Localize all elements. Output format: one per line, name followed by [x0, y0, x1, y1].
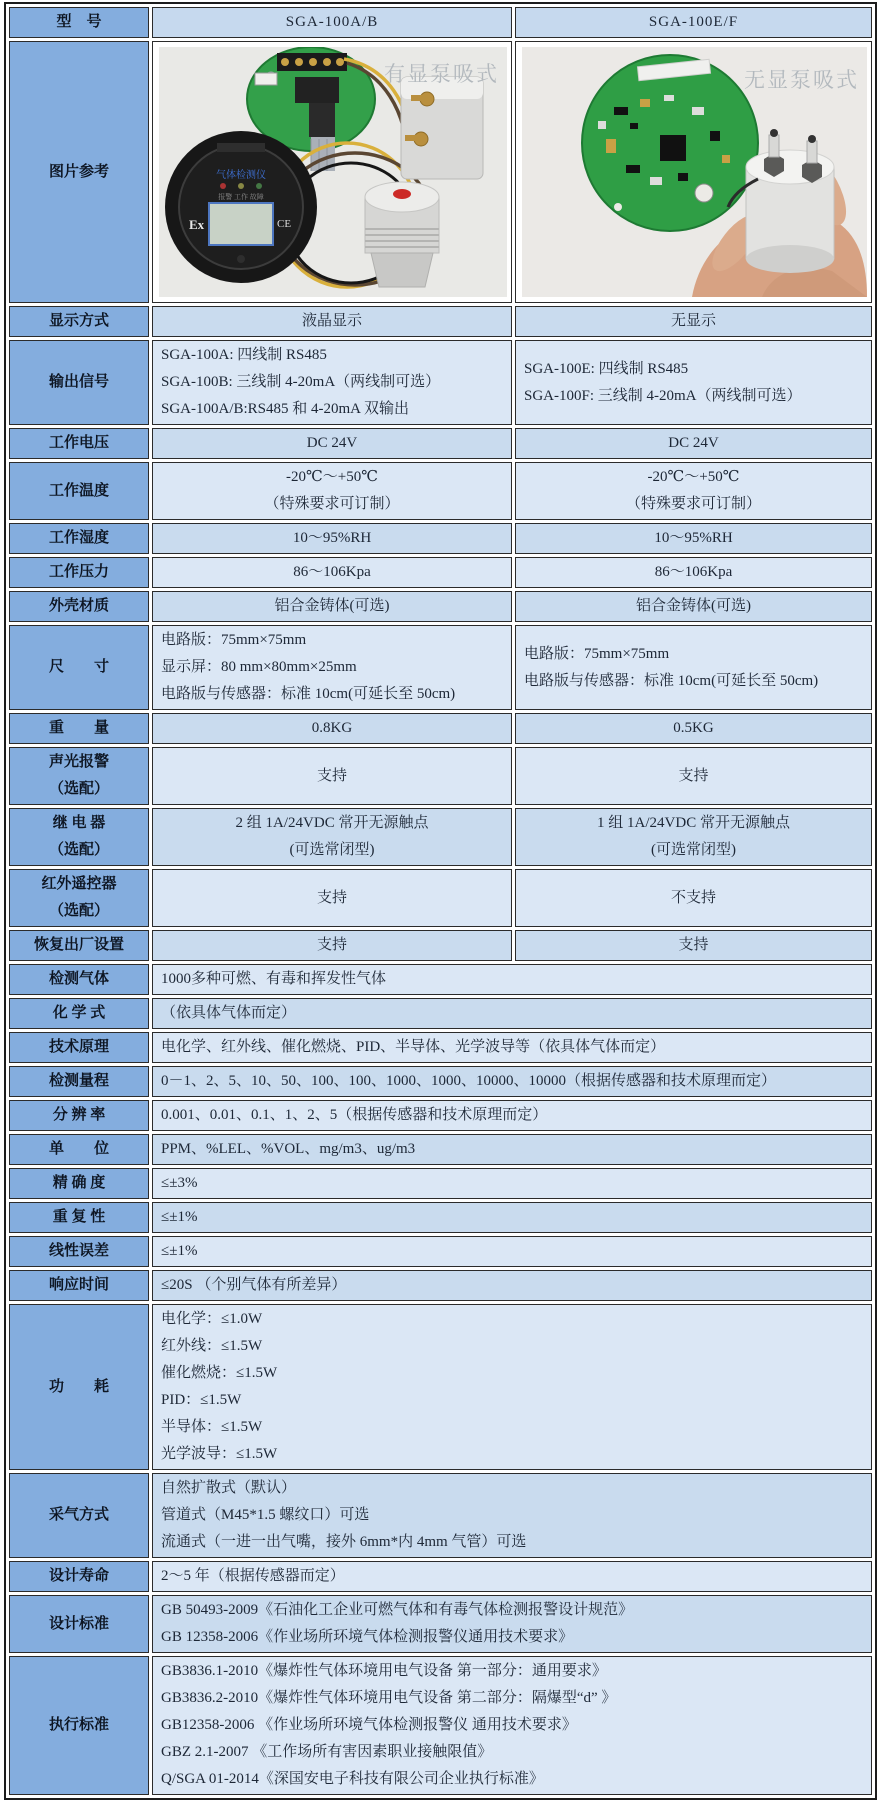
cell-line: ≤±3% [161, 1175, 198, 1191]
spec-row [9, 591, 872, 622]
cell-line: （选配） [48, 903, 109, 919]
model-left-header: SGA-100A/B [152, 7, 512, 38]
cell-line: 工作压力 [48, 564, 109, 580]
cell-line: -20℃～+50℃ [647, 469, 740, 485]
cell-line: 重 量 [48, 720, 109, 736]
spec-row [9, 340, 872, 425]
spec-row [9, 1134, 872, 1165]
cell-line: 单 位 [48, 1141, 109, 1157]
spec-row [9, 1595, 872, 1653]
cell-line: 设计寿命 [48, 1568, 109, 1584]
cell-line: 支持 [678, 937, 709, 953]
row-label [9, 713, 149, 744]
cell-line: 执行标准 [48, 1717, 109, 1733]
row-label [9, 1304, 149, 1470]
row-value [515, 713, 872, 744]
row-label [9, 306, 149, 337]
model-right-header: SGA-100E/F [515, 7, 872, 38]
cell-line: 10～95%RH [654, 530, 733, 546]
cell-line: GB 12358-2006《作业场所环境气体检测报警仪通用技术要求》 [161, 1629, 574, 1645]
cell-line: 液晶显示 [301, 313, 362, 329]
spec-row [9, 462, 872, 520]
cell-line: 重 复 性 [52, 1209, 106, 1225]
spec-row [9, 930, 872, 961]
row-value-span [152, 1100, 872, 1131]
row-label [9, 964, 149, 995]
cell-line: 支持 [678, 767, 709, 784]
cell-line: 工作电压 [48, 435, 109, 451]
row-value [515, 930, 872, 961]
cell-line: PPM、%LEL、%VOL、mg/m3、ug/m3 [161, 1141, 416, 1157]
model-row-label: 型 号 [9, 7, 149, 38]
pump-canister-icon [401, 77, 483, 179]
cell-line: ≤20S （个别气体有所差异） [161, 1277, 347, 1293]
row-label [9, 1656, 149, 1795]
cell-line: 管道式（M45*1.5 螺纹口）可选 [161, 1507, 370, 1523]
row-label [9, 1066, 149, 1097]
spec-row [9, 1168, 872, 1199]
row-value [152, 340, 512, 425]
spec-row [9, 1561, 872, 1592]
lcd-gauge-icon [165, 131, 317, 283]
spec-table [4, 2, 877, 1800]
row-label [9, 1561, 149, 1592]
row-value-span [152, 1134, 872, 1165]
spec-row [9, 523, 872, 554]
row-value-span [152, 1066, 872, 1097]
row-value-span [152, 1473, 872, 1558]
row-label [9, 462, 149, 520]
spec-row [9, 1100, 872, 1131]
row-value-span [152, 1656, 872, 1795]
row-label [9, 998, 149, 1029]
row-value [515, 869, 872, 927]
cell-line: 无显示 [670, 313, 716, 329]
cell-line: GB3836.1-2010《爆炸性气体环境用电气设备 第一部分：通用要求》 [161, 1663, 607, 1679]
product-photo-right [522, 47, 865, 297]
row-label [9, 1236, 149, 1267]
cell-line: Q/SGA 01-2014《深国安电子科技有限公司企业执行标准》 [161, 1771, 544, 1787]
row-value [152, 462, 512, 520]
spec-row [9, 1032, 872, 1063]
gauge-ce-mark: CE [277, 218, 292, 230]
row-value [515, 747, 872, 805]
row-value [515, 306, 872, 337]
row-label [9, 557, 149, 588]
cell-line: （特殊要求可订制） [625, 496, 761, 512]
cell-line: 支持 [316, 767, 347, 784]
cell-line: 电化学、红外线、催化燃烧、PID、半导体、光学波导等（依具体气体而定） [161, 1039, 666, 1055]
photo-cell-left [152, 41, 512, 303]
spec-row [9, 557, 872, 588]
cell-line: 支持 [316, 889, 347, 906]
cell-line: PID：≤1.5W [161, 1392, 242, 1408]
cell-line: 2～5 年（根据传感器而定） [161, 1568, 345, 1584]
row-value [152, 747, 512, 805]
row-label [9, 523, 149, 554]
cell-line: 分 辨 率 [52, 1107, 106, 1123]
cell-line: 检测气体 [48, 971, 109, 987]
row-value [515, 625, 872, 710]
row-value-span [152, 1236, 872, 1267]
row-label [9, 1270, 149, 1301]
row-label [9, 1100, 149, 1131]
spec-row [9, 869, 872, 927]
cell-line: ≤±1% [161, 1209, 198, 1225]
cell-line: 催化燃烧：≤1.5W [161, 1365, 278, 1381]
photo-left-illustration [159, 47, 507, 297]
gauge-title-text: 气体检测仪 [216, 170, 266, 181]
row-value [515, 340, 872, 425]
row-value [515, 428, 872, 459]
cell-line: 检测量程 [48, 1073, 109, 1089]
row-label [9, 1168, 149, 1199]
cell-line: GB 50493-2009《石油化工企业可燃气体和有毒气体检测报警设计规范》 [161, 1602, 634, 1618]
row-label [9, 340, 149, 425]
cell-line: （依具体气体而定） [161, 1005, 297, 1021]
cell-line: 1000多种可燃、有毒和挥发性气体 [161, 971, 387, 987]
row-label [9, 591, 149, 622]
cell-line: SGA-100E: 四线制 RS485 [524, 360, 689, 377]
cell-line: 铝合金铸体(可选) [636, 598, 751, 614]
spec-row [9, 713, 872, 744]
cell-line: (可选常闭型) [289, 842, 375, 858]
row-label [9, 1202, 149, 1233]
product-photo-left [159, 47, 505, 297]
row-value-span [152, 1168, 872, 1199]
cell-line: 声光报警 [48, 754, 109, 770]
cell-line: ≤±1% [161, 1243, 198, 1259]
cell-line: 采气方式 [48, 1507, 109, 1523]
cell-line: 86～106Kpa [293, 564, 371, 580]
spec-row [9, 808, 872, 866]
spec-row [9, 625, 872, 710]
cell-line: DC 24V [306, 435, 358, 451]
cell-line: SGA-100A/B:RS485 和 4-20mA 双输出 [161, 401, 409, 417]
header-row [9, 7, 872, 38]
cell-line: SGA-100A: 四线制 RS485 [161, 347, 327, 363]
cell-line: GB12358-2006 《作业场所环境气体检测报警仪 通用技术要求》 [161, 1717, 577, 1733]
row-value [152, 428, 512, 459]
row-value [515, 523, 872, 554]
row-value [152, 557, 512, 588]
cell-line: 不支持 [670, 889, 716, 906]
cell-line: 功 耗 [48, 1378, 109, 1395]
cell-line: 10～95%RH [292, 530, 372, 546]
spec-row [9, 1656, 872, 1795]
gauge-led-labels: 报警 工作 故障 [218, 193, 264, 201]
cell-line: 0.5KG [673, 720, 714, 736]
spec-row [9, 1270, 872, 1301]
cell-line: DC 24V [668, 435, 719, 451]
row-value-span [152, 1032, 872, 1063]
cell-line: （选配） [48, 842, 109, 858]
cell-line: 1 组 1A/24VDC 常开无源触点 [597, 815, 790, 831]
photo-row [9, 41, 872, 303]
watermark-left-text: 有显泵吸式 [384, 62, 499, 86]
cell-line: 工作湿度 [48, 530, 109, 546]
row-value-span [152, 964, 872, 995]
spec-row [9, 306, 872, 337]
row-label [9, 930, 149, 961]
cell-line: 尺 寸 [48, 659, 109, 675]
row-value-span [152, 1270, 872, 1301]
photo-right-illustration [522, 47, 867, 297]
row-value-span [152, 1595, 872, 1653]
photo-cell-right [515, 41, 872, 303]
cell-line: （选配） [48, 781, 109, 797]
row-value-span [152, 1561, 872, 1592]
cell-line: SGA-100F: 三线制 4-20mA（两线制可选） [524, 387, 802, 404]
row-value [152, 591, 512, 622]
cell-line: 支持 [316, 937, 347, 953]
row-value-span [152, 1202, 872, 1233]
row-label [9, 869, 149, 927]
cell-line: 输出信号 [48, 374, 109, 390]
cell-line: 工作温度 [48, 482, 109, 499]
cell-line: 红外线：≤1.5W [161, 1338, 263, 1354]
cell-line: 0.001、0.01、0.1、1、2、5（根据传感器和技术原理而定） [161, 1107, 548, 1123]
spec-row [9, 1066, 872, 1097]
cell-line: 精 确 度 [52, 1175, 106, 1191]
spec-row [9, 1473, 872, 1558]
sensor-cylinder-icon [365, 182, 439, 287]
cell-line: 响应时间 [48, 1277, 109, 1293]
cell-line: 电路版与传感器：标准 10cm(可延长至 50cm) [161, 686, 456, 702]
row-label [9, 625, 149, 710]
cell-line: 继 电 器 [52, 815, 106, 831]
row-label [9, 1595, 149, 1653]
cell-line: 2 组 1A/24VDC 常开无源触点 [235, 815, 429, 831]
cell-line: 电路版：75mm×75mm [161, 632, 307, 648]
row-value-span [152, 998, 872, 1029]
cell-line: 电化学：≤1.0W [161, 1311, 263, 1327]
cell-line: 电路版：75mm×75mm [524, 645, 670, 662]
spec-row [9, 998, 872, 1029]
spec-row [9, 1304, 872, 1470]
row-value-span [152, 1304, 872, 1470]
spec-row [9, 964, 872, 995]
row-value [152, 808, 512, 866]
cell-line: -20℃～+50℃ [285, 469, 378, 485]
cell-line: 线性误差 [48, 1243, 109, 1259]
cell-line: 化 学 式 [52, 1005, 106, 1021]
gauge-ex-mark: Ex [189, 217, 205, 232]
photo-row-label: 图片参考 [9, 41, 149, 303]
cell-line: 外壳材质 [48, 598, 109, 614]
cell-line: SGA-100B: 三线制 4-20mA（两线制可选） [161, 374, 441, 390]
row-value [515, 808, 872, 866]
cell-line: 86～106Kpa [654, 564, 733, 580]
row-value [515, 557, 872, 588]
watermark-right-text: 无显泵吸式 [744, 68, 859, 92]
cell-line: 光学波导：≤1.5W [161, 1446, 278, 1462]
cell-line: 半导体：≤1.5W [161, 1419, 263, 1435]
row-label [9, 747, 149, 805]
cell-line: GB3836.2-2010《爆炸性气体环境用电气设备 第二部分：隔爆型“d” 》 [161, 1690, 617, 1706]
row-label [9, 1134, 149, 1165]
cell-line: 流通式（一进一出气嘴，接外 6mm*内 4mm 气管）可选 [161, 1534, 527, 1550]
cell-line: 红外遥控器 [41, 876, 117, 892]
row-value [152, 625, 512, 710]
cell-line: 显示方式 [48, 313, 109, 329]
cell-line: 铝合金铸体(可选) [274, 598, 390, 614]
cell-line: 显示屏：80 mm×80mm×25mm [161, 659, 357, 675]
cell-line: 恢复出厂设置 [33, 937, 124, 953]
row-value [515, 462, 872, 520]
row-value [515, 591, 872, 622]
row-label [9, 428, 149, 459]
spec-row [9, 747, 872, 805]
row-value [152, 306, 512, 337]
spec-row [9, 1236, 872, 1267]
spec-row [9, 428, 872, 459]
row-value [152, 869, 512, 927]
cell-line: 自然扩散式（默认） [161, 1480, 297, 1496]
cell-line: （特殊要求可订制） [264, 496, 400, 512]
row-value [152, 713, 512, 744]
cell-line: GBZ 2.1-2007 《工作场所有害因素职业接触限值》 [161, 1744, 493, 1760]
row-label [9, 1473, 149, 1558]
cell-line: 电路版与传感器：标准 10cm(可延长至 50cm) [524, 672, 819, 689]
spec-row [9, 1202, 872, 1233]
row-value [152, 930, 512, 961]
cell-line: 技术原理 [48, 1039, 109, 1055]
row-label [9, 808, 149, 866]
cell-line: (可选常闭型) [651, 842, 736, 858]
cell-line: 0.8KG [311, 720, 353, 736]
cell-line: 0－1、2、5、10、50、100、100、1000、1000、10000、10000（根据传感器和技术原理而定） [161, 1073, 777, 1089]
row-label [9, 1032, 149, 1063]
cell-line: 设计标准 [48, 1615, 109, 1632]
pcb-board-icon [582, 55, 758, 231]
row-value [152, 523, 512, 554]
